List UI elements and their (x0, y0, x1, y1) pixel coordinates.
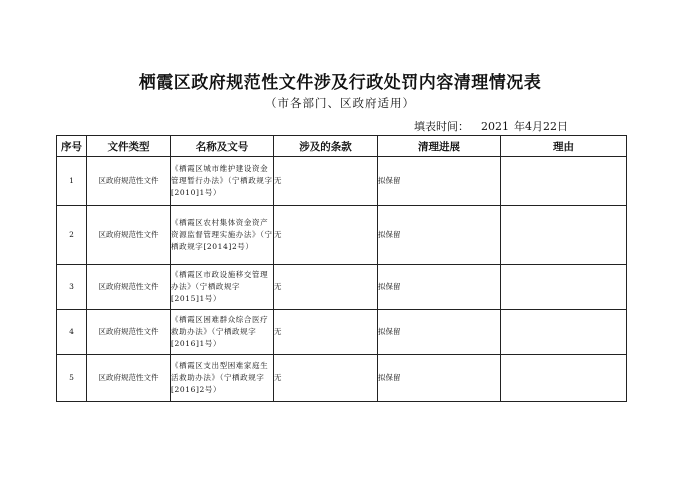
cell-type: 区政府规范性文件 (87, 206, 171, 265)
cell-progress: 拟保留 (378, 310, 501, 355)
table-header-row (57, 136, 627, 157)
cell-reason (501, 265, 627, 310)
document-subtitle: （市各部门、区政府适用） (265, 96, 415, 110)
cell-type: 区政府规范性文件 (87, 265, 171, 310)
header-reason: 理由 (501, 136, 627, 157)
cell-clause: 无 (274, 157, 378, 206)
cell-type: 区政府规范性文件 (87, 355, 171, 402)
cell-no: 3 (57, 265, 87, 310)
cell-clause: 无 (274, 310, 378, 355)
cell-name: 《栖霞区市政设施移交管理办法》（宁栖政规字[2015]1号） (171, 265, 274, 310)
cell-name: 《栖霞区农村集体资金资产资源监督管理实施办法》（宁栖政规字[2014]2号） (171, 206, 274, 265)
cell-reason (501, 355, 627, 402)
fill-date-year: 2021 (481, 120, 509, 133)
cell-no: 5 (57, 355, 87, 402)
cleanup-table (56, 135, 627, 402)
cell-name: 《栖霞区城市维护建设资金管理暂行办法》（宁栖政规字[2010]1号） (171, 157, 274, 206)
fill-date (414, 118, 568, 134)
cell-type: 区政府规范性文件 (87, 310, 171, 355)
cell-progress: 拟保留 (378, 157, 501, 206)
table-row (57, 206, 627, 265)
header-no: 序号 (57, 136, 87, 157)
table-row (57, 157, 627, 206)
cell-reason (501, 310, 627, 355)
cell-clause: 无 (274, 206, 378, 265)
cell-progress: 拟保留 (378, 206, 501, 265)
table-row (57, 355, 627, 402)
fill-date-month-day: 年4月22日 (514, 120, 568, 133)
cell-type: 区政府规范性文件 (87, 157, 171, 206)
header-name: 名称及文号 (171, 136, 274, 157)
cell-name: 《栖霞区困难群众综合医疗救助办法》（宁栖政规字[2016]1号） (171, 310, 274, 355)
cell-progress: 拟保留 (378, 265, 501, 310)
fill-date-label: 填表时间： (414, 120, 469, 133)
cell-clause: 无 (274, 355, 378, 402)
table-row (57, 265, 627, 310)
cell-name: 《栖霞区支出型困难家庭生活救助办法》（宁栖政规字[2016]2号） (171, 355, 274, 402)
document-title: 栖霞区政府规范性文件涉及行政处罚内容清理情况表 (138, 73, 542, 93)
table-row (57, 310, 627, 355)
cell-reason (501, 157, 627, 206)
header-progress: 清理进展 (378, 136, 501, 157)
cell-clause: 无 (274, 265, 378, 310)
cell-no: 4 (57, 310, 87, 355)
header-type: 文件类型 (87, 136, 171, 157)
header-clause: 涉及的条款 (274, 136, 378, 157)
cell-no: 2 (57, 206, 87, 265)
cell-progress: 拟保留 (378, 355, 501, 402)
cell-no: 1 (57, 157, 87, 206)
cell-reason (501, 206, 627, 265)
